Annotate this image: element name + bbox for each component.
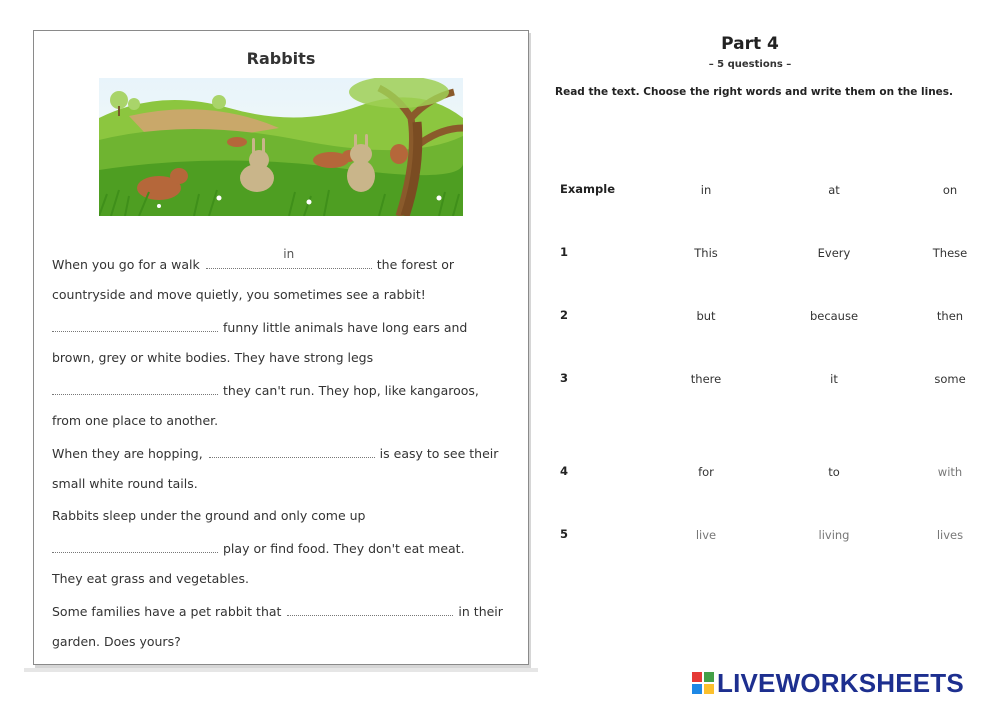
line-text: Rabbits sleep under the ground and only come up [52, 508, 366, 523]
line-text: small white round tails. [52, 476, 198, 491]
story-line-4 [52, 350, 373, 365]
story-panel [33, 30, 529, 665]
line-text: When you go for a walk [52, 257, 200, 272]
part-subtitle: – 5 questions – [708, 59, 792, 70]
option-q1-3: These [932, 246, 968, 260]
story-line-11 [52, 571, 249, 586]
line-text: play or find food. They don't eat meat. [223, 541, 465, 556]
example-answer: in [283, 247, 295, 261]
question-label-1: 1 [560, 245, 569, 259]
line-text: Some families have a pet rabbit that [52, 604, 282, 619]
liveworksheets-logo[interactable] [692, 668, 964, 698]
brand-name: LIVEWORKSHEETS [717, 667, 964, 698]
question-label-example: Example [560, 182, 615, 196]
line-text: the forest or [376, 257, 455, 272]
option-q3-1: there [690, 372, 722, 386]
option-q1-1: This [694, 246, 718, 260]
option-q2-1: but [696, 309, 716, 323]
part-title: Part 4 [721, 34, 779, 54]
answer-blank-3[interactable] [209, 445, 375, 458]
story-title: Rabbits [246, 49, 316, 68]
question-label-2: 2 [560, 308, 569, 322]
story-line-10 [52, 540, 465, 556]
answer-blank-example[interactable] [206, 247, 372, 269]
story-line-9 [52, 508, 365, 523]
line-text: brown, grey or white bodies. They have strong legs [52, 350, 374, 365]
option-q3-3: some [934, 372, 966, 386]
story-line-5 [52, 382, 479, 398]
story-line-7 [52, 445, 498, 461]
story-line-2 [52, 287, 426, 302]
line-text: they can't run. They hop, like kangaroos, [223, 383, 479, 398]
option-q5-1: live [695, 528, 717, 542]
line-text: garden. Does yours? [52, 634, 181, 649]
option-q4-1: for [698, 465, 714, 479]
question-label-3: 3 [560, 371, 569, 385]
option-q5-2: living [818, 528, 850, 542]
option-q4-2: to [828, 465, 840, 479]
option-q3-2: it [830, 372, 838, 386]
option-q2-2: because [809, 309, 859, 323]
story-line-6 [52, 413, 218, 428]
question-label-5: 5 [560, 527, 569, 541]
line-text: They eat grass and vegetables. [52, 571, 249, 586]
line-text: is easy to see their [379, 446, 499, 461]
story-line-1 [52, 247, 455, 272]
option-q4-3: with [937, 465, 963, 479]
line-text: from one place to another. [52, 413, 219, 428]
instruction-text: Read the text. Choose the right words and write them on the lines. [555, 86, 954, 98]
option-example-2: at [828, 183, 840, 197]
liveworksheets-mark-icon [692, 672, 714, 694]
answer-blank-5[interactable] [287, 603, 453, 616]
line-text: in their [458, 604, 503, 619]
option-example-1: in [700, 183, 712, 197]
story-line-3 [52, 319, 467, 335]
answer-blank-1[interactable] [52, 319, 218, 332]
story-line-12 [52, 603, 503, 619]
option-q5-3: lives [936, 528, 964, 542]
story-line-13 [52, 634, 181, 649]
panel-shadow [24, 668, 538, 672]
story-line-8 [52, 476, 198, 491]
question-label-4: 4 [560, 464, 569, 478]
line-text: countryside and move quietly, you sometimes see a rabbit! [52, 287, 426, 302]
answer-blank-2[interactable] [52, 382, 218, 395]
rabbits-meadow-illustration [99, 78, 463, 216]
line-text: funny little animals have long ears and [223, 320, 468, 335]
answer-blank-4[interactable] [52, 540, 218, 553]
option-example-3: on [942, 183, 958, 197]
option-q1-2: Every [817, 246, 851, 260]
option-q2-3: then [936, 309, 964, 323]
line-text: When they are hopping, [52, 446, 203, 461]
